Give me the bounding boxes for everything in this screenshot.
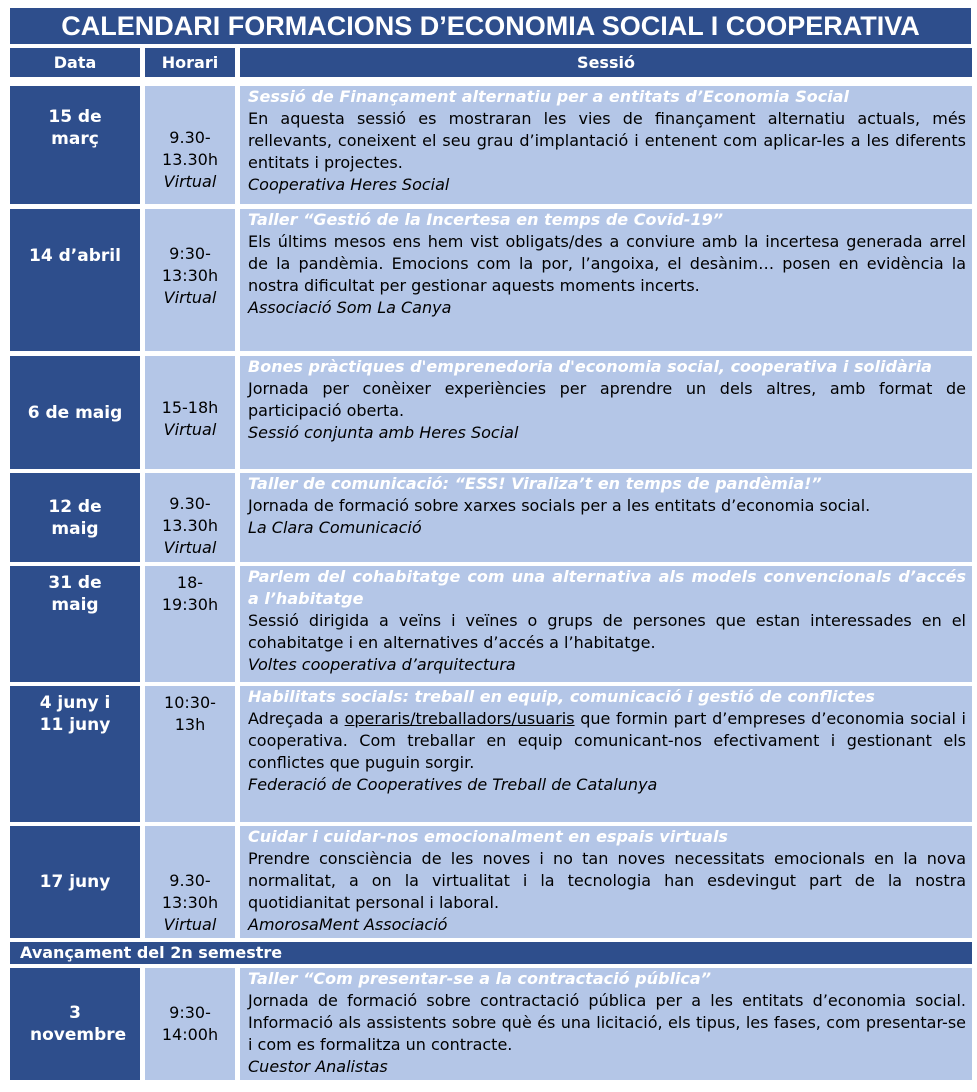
session-description: Jornada per conèixer experiències per aprendre un dels altres, amb format de participació oberta. bbox=[248, 379, 966, 420]
session-details bbox=[240, 826, 972, 938]
session-title: Habilitats socials: treball en equip, comunicació i gestió de conflictes bbox=[248, 687, 875, 706]
table-row bbox=[10, 566, 972, 682]
session-date: 31 de maig bbox=[10, 566, 140, 682]
session-description: Prendre consciència de les noves i no tan noves necessitats emocionals en la nova normalitat, a on la virtualitat i la tecnologia han esdevingut part de la nostra quotidianitat personal i laboral. bbox=[248, 849, 966, 912]
session-details bbox=[240, 209, 972, 351]
session-description: Sessió dirigida a veïns i veïnes o grups de persones que estan interessades en el cohabitatge i en alternatives d’accés a l’habitatge. bbox=[248, 611, 966, 652]
session-time: 10:30-13h bbox=[145, 686, 235, 822]
table-row bbox=[10, 686, 972, 822]
session-description: Jornada de formació sobre xarxes socials per a les entitats d’economia social. bbox=[248, 496, 871, 515]
session-details bbox=[240, 86, 972, 204]
table-row bbox=[10, 209, 972, 351]
session-time: 9:30-13:30h Virtual bbox=[145, 209, 235, 351]
session-organizer: AmorosaMent Associació bbox=[248, 915, 448, 934]
column-header-date: Data bbox=[10, 48, 140, 77]
page-title: CALENDARI FORMACIONS D’ECONOMIA SOCIAL I COOPERATIVA bbox=[10, 8, 971, 44]
session-time: 18-19:30h bbox=[145, 566, 235, 682]
session-details bbox=[240, 473, 972, 562]
session-organizer: Sessió conjunta amb Heres Social bbox=[248, 423, 519, 442]
session-title: Parlem del cohabitatge com una alternativa als models convencionals d’accés a l’habitatge bbox=[248, 567, 966, 608]
session-time: 9.30-13.30h Virtual bbox=[145, 86, 235, 204]
session-details bbox=[240, 356, 972, 469]
table-row bbox=[10, 356, 972, 469]
session-date: 12 de maig bbox=[10, 473, 140, 562]
table-row bbox=[10, 86, 972, 204]
table-row bbox=[10, 473, 972, 562]
table-row bbox=[10, 826, 972, 938]
column-header-time: Horari bbox=[145, 48, 235, 77]
session-title: Taller “Com presentar-se a la contractació pública” bbox=[248, 969, 711, 988]
session-title: Taller “Gestió de la Incertesa en temps de Covid-19” bbox=[248, 210, 724, 229]
table-row bbox=[10, 968, 972, 1080]
session-details bbox=[240, 968, 972, 1080]
session-time: 15-18h Virtual bbox=[145, 356, 235, 469]
session-organizer: Cooperativa Heres Social bbox=[248, 175, 450, 194]
session-description: En aquesta sessió es mostraran les vies de finançament alternatiu actuals, més rellevants, coneixent el seu grau d’implantació i entenent com aplicar-les a les diferents entitats i projectes. bbox=[248, 109, 966, 172]
session-title: Cuidar i cuidar-nos emocionalment en espais virtuals bbox=[248, 827, 728, 846]
session-organizer: La Clara Comunicació bbox=[248, 518, 422, 537]
session-organizer: Associació Som La Canya bbox=[248, 298, 452, 317]
column-header-session: Sessió bbox=[240, 48, 972, 77]
session-date: 6 de maig bbox=[10, 356, 140, 469]
session-description: Jornada de formació sobre contractació pública per a les entitats d’economia social. Informació als assistents sobre què és una licitació, els tipus, les fases, com presentar-se i com es formalitza un contracte. bbox=[248, 991, 966, 1054]
session-date: 15 de març bbox=[10, 86, 140, 204]
session-title: Sessió de Finançament alternatiu per a entitats d’Economia Social bbox=[248, 87, 850, 106]
session-title: Taller de comunicació: “ESS! Viraliza’t en temps de pandèmia!” bbox=[248, 474, 822, 493]
session-date: 4 juny i 11 juny bbox=[10, 686, 140, 822]
semester-divider: Avançament del 2n semestre bbox=[10, 942, 972, 964]
session-organizer: Federació de Cooperatives de Treball de Catalunya bbox=[248, 775, 658, 794]
session-time: 9.30-13.30h Virtual bbox=[145, 473, 235, 562]
session-organizer: Cuestor Analistas bbox=[248, 1057, 388, 1076]
session-description: Adreçada a operaris/treballadors/usuaris que formin part d’empreses d’economia social i cooperativa. Com treballar en equip comunicant-nos efectivament i gestionant els conflictes que puguin sorgir. bbox=[248, 709, 967, 772]
session-time: 9:30-14:00h bbox=[145, 968, 235, 1080]
session-details bbox=[240, 566, 972, 682]
session-date: 3 novembre bbox=[10, 968, 140, 1080]
session-organizer: Voltes cooperativa d’arquitectura bbox=[248, 655, 516, 674]
session-description: Els últims mesos ens hem vist obligats/des a conviure amb la incertesa generada arrel de la pandèmia. Emocions com la por, l’angoixa, el desànim… posen en evidència la nostra dificultat per gestionar aquests moments incerts. bbox=[248, 232, 966, 295]
session-time: 9.30-13:30h Virtual bbox=[145, 826, 235, 938]
session-date: 14 d’abril bbox=[10, 209, 140, 351]
session-details bbox=[240, 686, 972, 822]
session-title: Bones pràctiques d'emprenedoria d'economia social, cooperativa i solidària bbox=[248, 357, 932, 376]
session-date: 17 juny bbox=[10, 826, 140, 938]
audience-link[interactable]: operaris/treballadors/usuaris bbox=[344, 709, 575, 728]
